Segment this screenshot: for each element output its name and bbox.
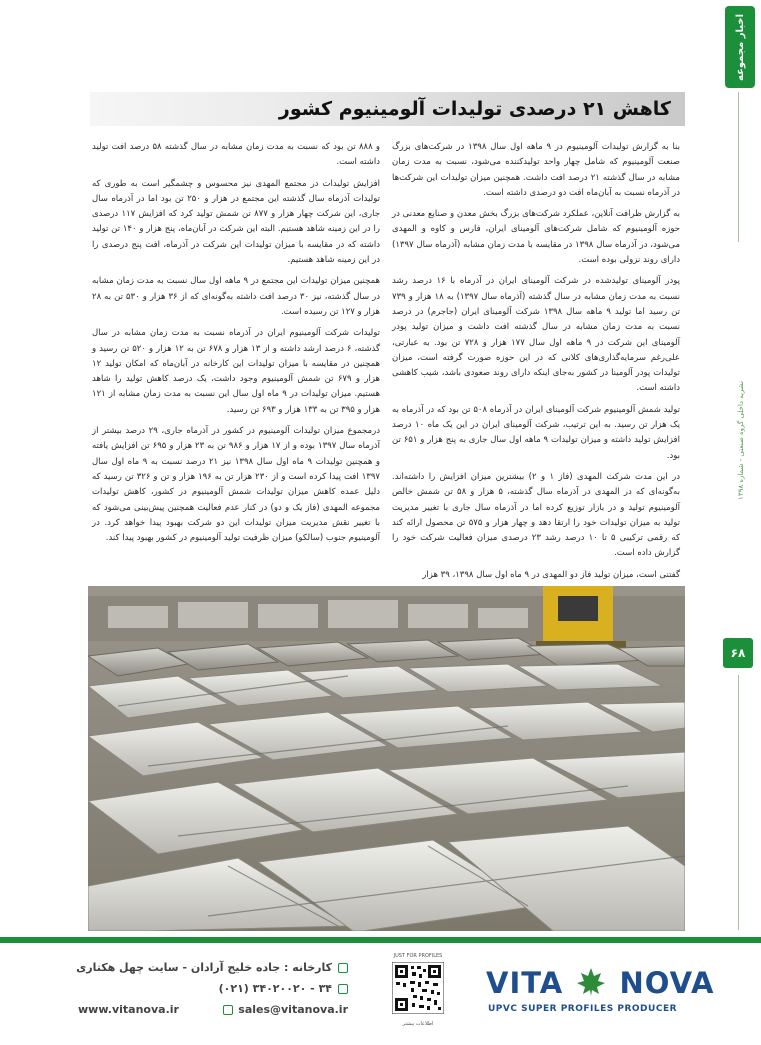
qr-caption: JUST FOR PROFILES xyxy=(393,953,443,959)
location-icon xyxy=(338,963,348,973)
aluminium-ingots-photo xyxy=(88,586,685,931)
paragraph: درمجموع میزان تولیدات آلومینیوم در کشور در آذرماه جاری، ۲۹ درصد بیشتر از آذرماه سال ۱۳۹۷ بوده و از ۱۷ هزار و ۹۸۶ تن به ۲۳ هزار و ۶۹۵ تن افزایش یافته و همچنین تولیدات ۹ ماه اول سال ۱۳۹۸ نیز ۲۱ درصد نسبت به ۹ ماه اول سال ۱۳۹۷ افت پیدا کرده است و از ۲۳۰ هزار تن به ۱۹۶ هزار و تن و ۳۲۶ تن رسید که دلیل عمده کاهش میزان تولیدات شمش آلومینیوم در کشور، کاهش تولیدات مجموعه المهدی (فاز یک و دو) در کنار عدم فعالیت همچنین پیش‌بینی می‌شود که با تغییر نقش مدیریت میزان تولیدات این دو شرکت بهبود پیدا خواهد کرد. در آلومینیوم جنوب (سالکو) میزان ظرفیت تولید آلومینیوم در کشور بهبود پیدا کند. xyxy=(92,426,381,544)
factory-address xyxy=(78,961,348,974)
paragraph: بنا به گزارش تولیدات آلومینیوم در ۹ ماهه اول سال ۱۳۹۸ در شرکت‌های بزرگ صنعت آلومینیوم که شامل چهار واحد تولیدکننده می‌شود، نسبت به مدت زمان مشابه در سال گذشته ۲۱ درصد افت داشت. همچنین میزان تولیدات این شرکت‌ها در آذرماه نسبت به آبان‌ماه افت دو درصدی داشته است. xyxy=(392,142,680,198)
address-text: کارخانه : جاده خلیج آرادان - سایت چهل هکتاری xyxy=(76,961,332,974)
logo-wordmark xyxy=(486,966,715,1000)
email-link[interactable] xyxy=(223,1003,348,1016)
phone-text: (۰۲۱) ۳۴۰۲۰۰۲۰ - ۳۴ xyxy=(218,982,332,995)
phone-row[interactable] xyxy=(78,982,348,995)
paragraph: تولیدات شرکت آلومینیوم ایران در آذرماه نسبت به مدت زمان مشابه در سال گذشته، ۶ درصد ارشد داشته و از ۱۳ هزار و ۶۷۸ تن به ۱۲ هزار و ۵۲۰ تن رسید و همچنین در مقایسه با میزان تولیدات این کارخانه در آبان‌ماه که امکان تولید ۱۲ هزار و ۶۷۹ تن شمش آلومینیوم وجود داشت، یک درصد کاهش تولید را شاهد هستیم. میزان تولیدات در ۹ ماه اول سال این نسبت به مدت زمان مشابه از ۱۲۱ هزار و ۳۹۵ تن به ۱۳۳ هزار و ۶۹۳ تن رسید. xyxy=(92,328,381,415)
section-tab[interactable] xyxy=(725,6,755,88)
page-number: ۶۸ xyxy=(723,638,753,668)
paragraph: تولید شمش آلومینیوم شرکت آلومینای ایران در آذرماه ۵۰۸ تن بود که در آذرماه به یک هزار تن رسید. به این ترتیب، شرکت آلومینای ایران در این یک ماه ۱۰ درصد افزایش تولید داشته و میزان تولیدات ۹ ماهه اول سال جاری به پنج هزار و ۶۵۱ تن بود. xyxy=(392,404,680,461)
article-headline: کاهش ۲۱ درصدی تولیدات آلومینیوم کشور xyxy=(278,98,671,120)
headline-bar xyxy=(90,92,685,126)
email-icon xyxy=(223,1005,233,1015)
phone-icon xyxy=(338,984,348,994)
section-tab-label: اخبار مجموعه xyxy=(734,13,746,81)
logo-word-nova: NOVA xyxy=(619,966,715,1000)
email-text: sales@vitanova.ir xyxy=(238,1003,348,1016)
web-email-row xyxy=(78,1003,348,1017)
qr-footer: اطلاعات بیشتر xyxy=(402,1021,434,1027)
vitanova-logo[interactable] xyxy=(486,960,715,1020)
article-column-left xyxy=(92,140,380,552)
strip-divider xyxy=(738,675,739,930)
strip-divider xyxy=(738,92,739,242)
side-strip xyxy=(713,0,761,935)
side-meta-text: نشریه داخلی گروه صنعتی - شماره ۱۳۹۸ xyxy=(737,380,745,500)
qr-code-icon xyxy=(392,962,444,1014)
paragraph: افزایش تولیدات در مجتمع المهدی نیز محسوس و چشمگیر است به طوری که تولیدات آذرماه سال گذشته این مجتمع در هزار و ۲۵۰ تن بود اما در آذرماه سال جاری، این شرکت چهار هزار و ۸۷۷ تن شمش تولید کرد که افزایش ۱۱۷ درصدی را در این زمینه شاهد هستیم. البته این شرکت در آبان‌ماه، پنج هزار و ۱۴۰ تن تولید داشته که در مقایسه با میزان تولیدات این شرکت در آذرماه، افت پنج درصدی را در این زمینه شاهد هستیم. xyxy=(92,178,380,266)
maple-leaf-icon xyxy=(576,967,606,997)
ingots-illustration xyxy=(88,586,685,931)
paragraph: همچنین میزان تولیدات این مجتمع در ۹ ماهه اول سال نسبت به مدت زمان مشابه در سال گذشته، نیز ۳۰ درصد افت داشته به‌گونه‌ای که از ۳۶ هزار و ۵۳۰ تن به ۲۸ هزار و ۱۲۷ تن رسیده است. xyxy=(92,276,380,317)
paragraph: و ۸۸۸ تن بود که نسبت به مدت زمان مشابه در سال گذشته ۵۸ درصد افت تولید داشته است. xyxy=(92,142,381,168)
side-meta xyxy=(733,250,749,630)
paragraph: پودر آلومینای تولیدشده در شرکت آلومینای ایران در آذرماه با ۱۶ درصد رشد نسبت به مدت زمان مشابه در سال گذشته (آذرماه سال ۱۳۹۷) به ۱۸ هزار و ۷۳۹ تن رسید اما تولید ۹ ماهه سال ۱۳۹۸ شرکت آلومینای ایران (جاجرم) در درصد نسبت به مدت زمان مشابه در سال گذشته افت داشت و میزان تولید پودر آلومینای این شرکت در ۹ ماهه اول سال ۱۷۷ هزار و ۷۲۸ تن بود. به عبارتی، علی‌رغم سرمایه‌گذاری‌های کلانی که در این حوزه صورت گرفته است، میزان تولیدات پودر آلومینا در کشور به‌جای اینکه دارای روند صعودی باشد، شیب کاهشی داشته است. xyxy=(392,276,681,394)
paragraph: گفتنی است، میزان تولید فاز دو المهدی در ۹ ماه اول سال ۱۳۹۸، ۳۹ هزار xyxy=(422,569,680,580)
paragraph: به گزارش ظرافت آنلاین، عملکرد شرکت‌های بزرگ بخش معدن و صنایع معدنی در حوزه آلومینیوم که شامل شرکت‌های آلومینای ایران، فارس و کاوه و المهدی می‌شود، در آذرماه سال ۱۳۹۸ در مقایسه با مدت زمان مشابه (آذرماه سال ۱۳۹۷) دارای روند نزولی بوده است. xyxy=(392,209,680,266)
logo-word-vita: VITA xyxy=(486,966,564,1000)
paragraph: در این مدت شرکت المهدی (فاز ۱ و ۲) بیشترین میزان افزایش را داشته‌اند. به‌گونه‌ای که در المهدی در آذرماه سال گذشته، ۵ هزار و ۵۸ تن شمش خالص آلومینیوم تولید و در بازار توزیع کرده اما در آذرماه سال جاری با تغییر مدیریت تولید به میزان تولیدات خود را ارتقا دهد و چهار هزار و ۵۷۵ تن محصول ارائه کند که رقمی ترکیبی ۵ تا ۱۰ درصد رشد ۲۳ درصدی میزان فعالیت شرکت خود را گزارش داده است. xyxy=(392,471,681,559)
qr-code-block[interactable] xyxy=(392,953,444,1031)
logo-tagline: UPVC SUPER PROFILES PRODUCER xyxy=(488,1004,678,1014)
article-column-right xyxy=(392,140,680,589)
website-link[interactable]: www.vitanova.ir xyxy=(78,1003,179,1016)
